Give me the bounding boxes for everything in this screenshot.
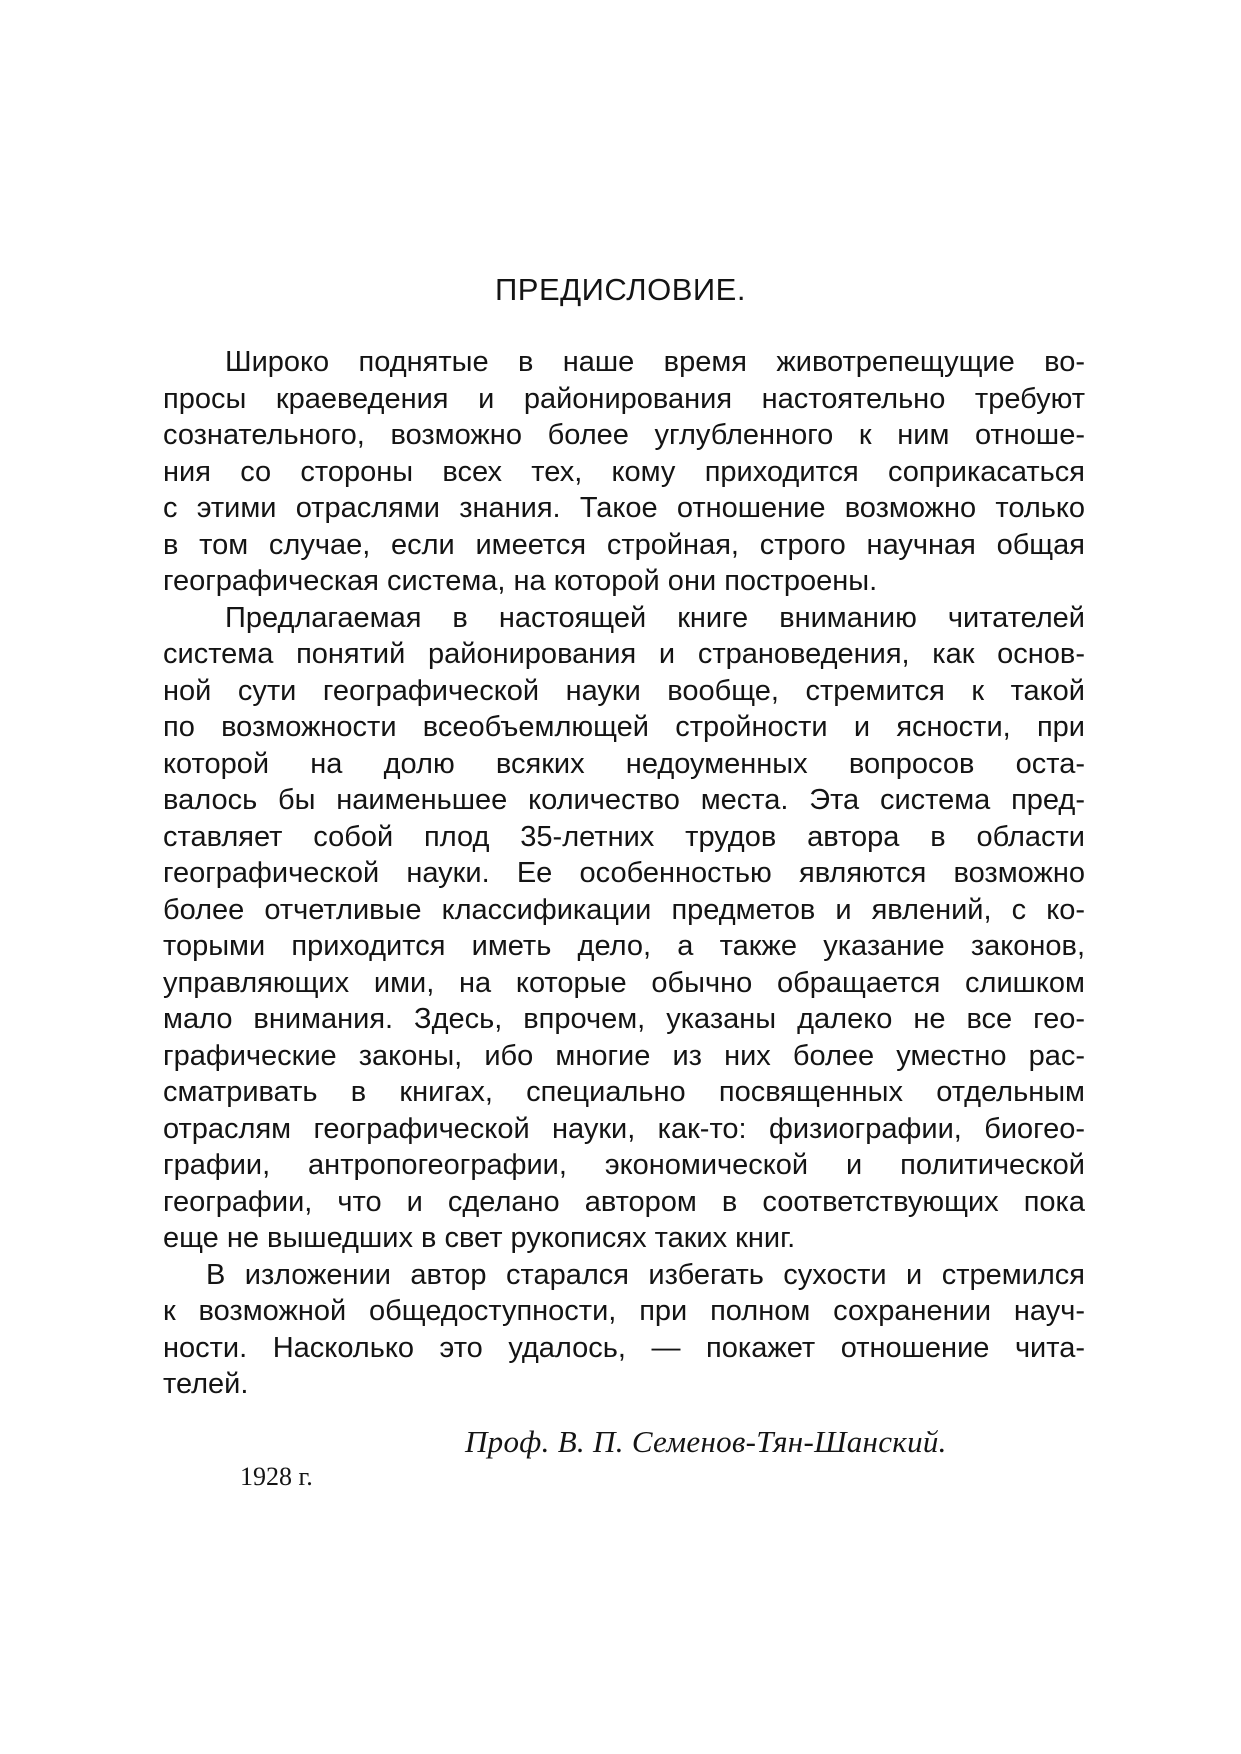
text-line: графии, антропогеографии, экономической и политической	[163, 1149, 1085, 1181]
preface-body	[163, 344, 1085, 1403]
paragraph-2	[163, 600, 1085, 1257]
text-line: В изложении автор старался избегать сухости и стремился	[206, 1258, 1085, 1291]
text-line: сознательного, возможно более углубленного к ним отноше-	[163, 419, 1085, 451]
author-signature: Проф. В. П. Семенов-Тян-Шанский.	[465, 1424, 947, 1459]
text-line: более отчетливые классификации предметов и явлений, с ко-	[163, 893, 1085, 926]
text-line: Предлагаемая в настоящей книге вниманию читателей	[225, 601, 1085, 634]
text-line: валось бы наименьшее количество места. Эта система пред-	[163, 784, 1085, 816]
text-line: отраслям географической науки, как-то: физиографии, биогео-	[163, 1112, 1085, 1145]
text-line: еще не вышедших в свет рукописях таких книг.	[163, 1222, 796, 1254]
text-line: которой на долю всяких недоуменных вопросов оста-	[163, 747, 1085, 780]
text-line: географическая система, на которой они построены.	[163, 565, 878, 597]
text-line: к возможной общедоступности, при полном сохранении науч-	[163, 1295, 1085, 1327]
text-line: мало внимания. Здесь, впрочем, указаны далеко не все гео-	[163, 1003, 1085, 1035]
paragraph-3	[163, 1257, 1085, 1403]
text-line: торыми приходится иметь дело, а также указание законов,	[163, 930, 1085, 962]
paragraph-1	[163, 344, 1085, 600]
text-line: ной сути географической науки вообще, стремится к такой	[163, 674, 1085, 707]
text-line: географии, что и сделано автором в соответствующих пока	[163, 1185, 1085, 1218]
text-line: система понятий районирования и страноведения, как основ-	[163, 638, 1085, 670]
text-line: сматривать в книгах, специально посвященных отдельным	[163, 1076, 1085, 1108]
publication-date: 1928 г.	[240, 1462, 313, 1491]
text-line: управляющих ими, на которые обычно обращается слишком	[163, 966, 1085, 999]
text-line: просы краеведения и районирования настоятельно требуют	[163, 382, 1085, 415]
text-line: в том случае, если имеется стройная, строго научная общая	[163, 528, 1085, 561]
text-line: с этими отраслями знания. Такое отношение возможно только	[163, 492, 1085, 524]
text-line: ности. Насколько это удалось, — покажет отношение чита-	[163, 1331, 1085, 1364]
text-line: Широко поднятые в наше время животрепещущие во-	[225, 346, 1085, 378]
text-line: по возможности всеобъемлющей стройности и ясности, при	[163, 711, 1085, 743]
page-title: ПРЕДИСЛОВИЕ.	[495, 272, 746, 307]
text-line: географической науки. Ее особенностью являются возможно	[163, 857, 1085, 889]
text-line: ния со стороны всех тех, кому приходится соприкасаться	[163, 455, 1085, 488]
text-line: телей.	[163, 1368, 249, 1400]
text-line: графические законы, ибо многие из них более уместно рас-	[163, 1039, 1085, 1072]
text-line: ставляет собой плод 35-летних трудов автора в области	[163, 820, 1085, 853]
